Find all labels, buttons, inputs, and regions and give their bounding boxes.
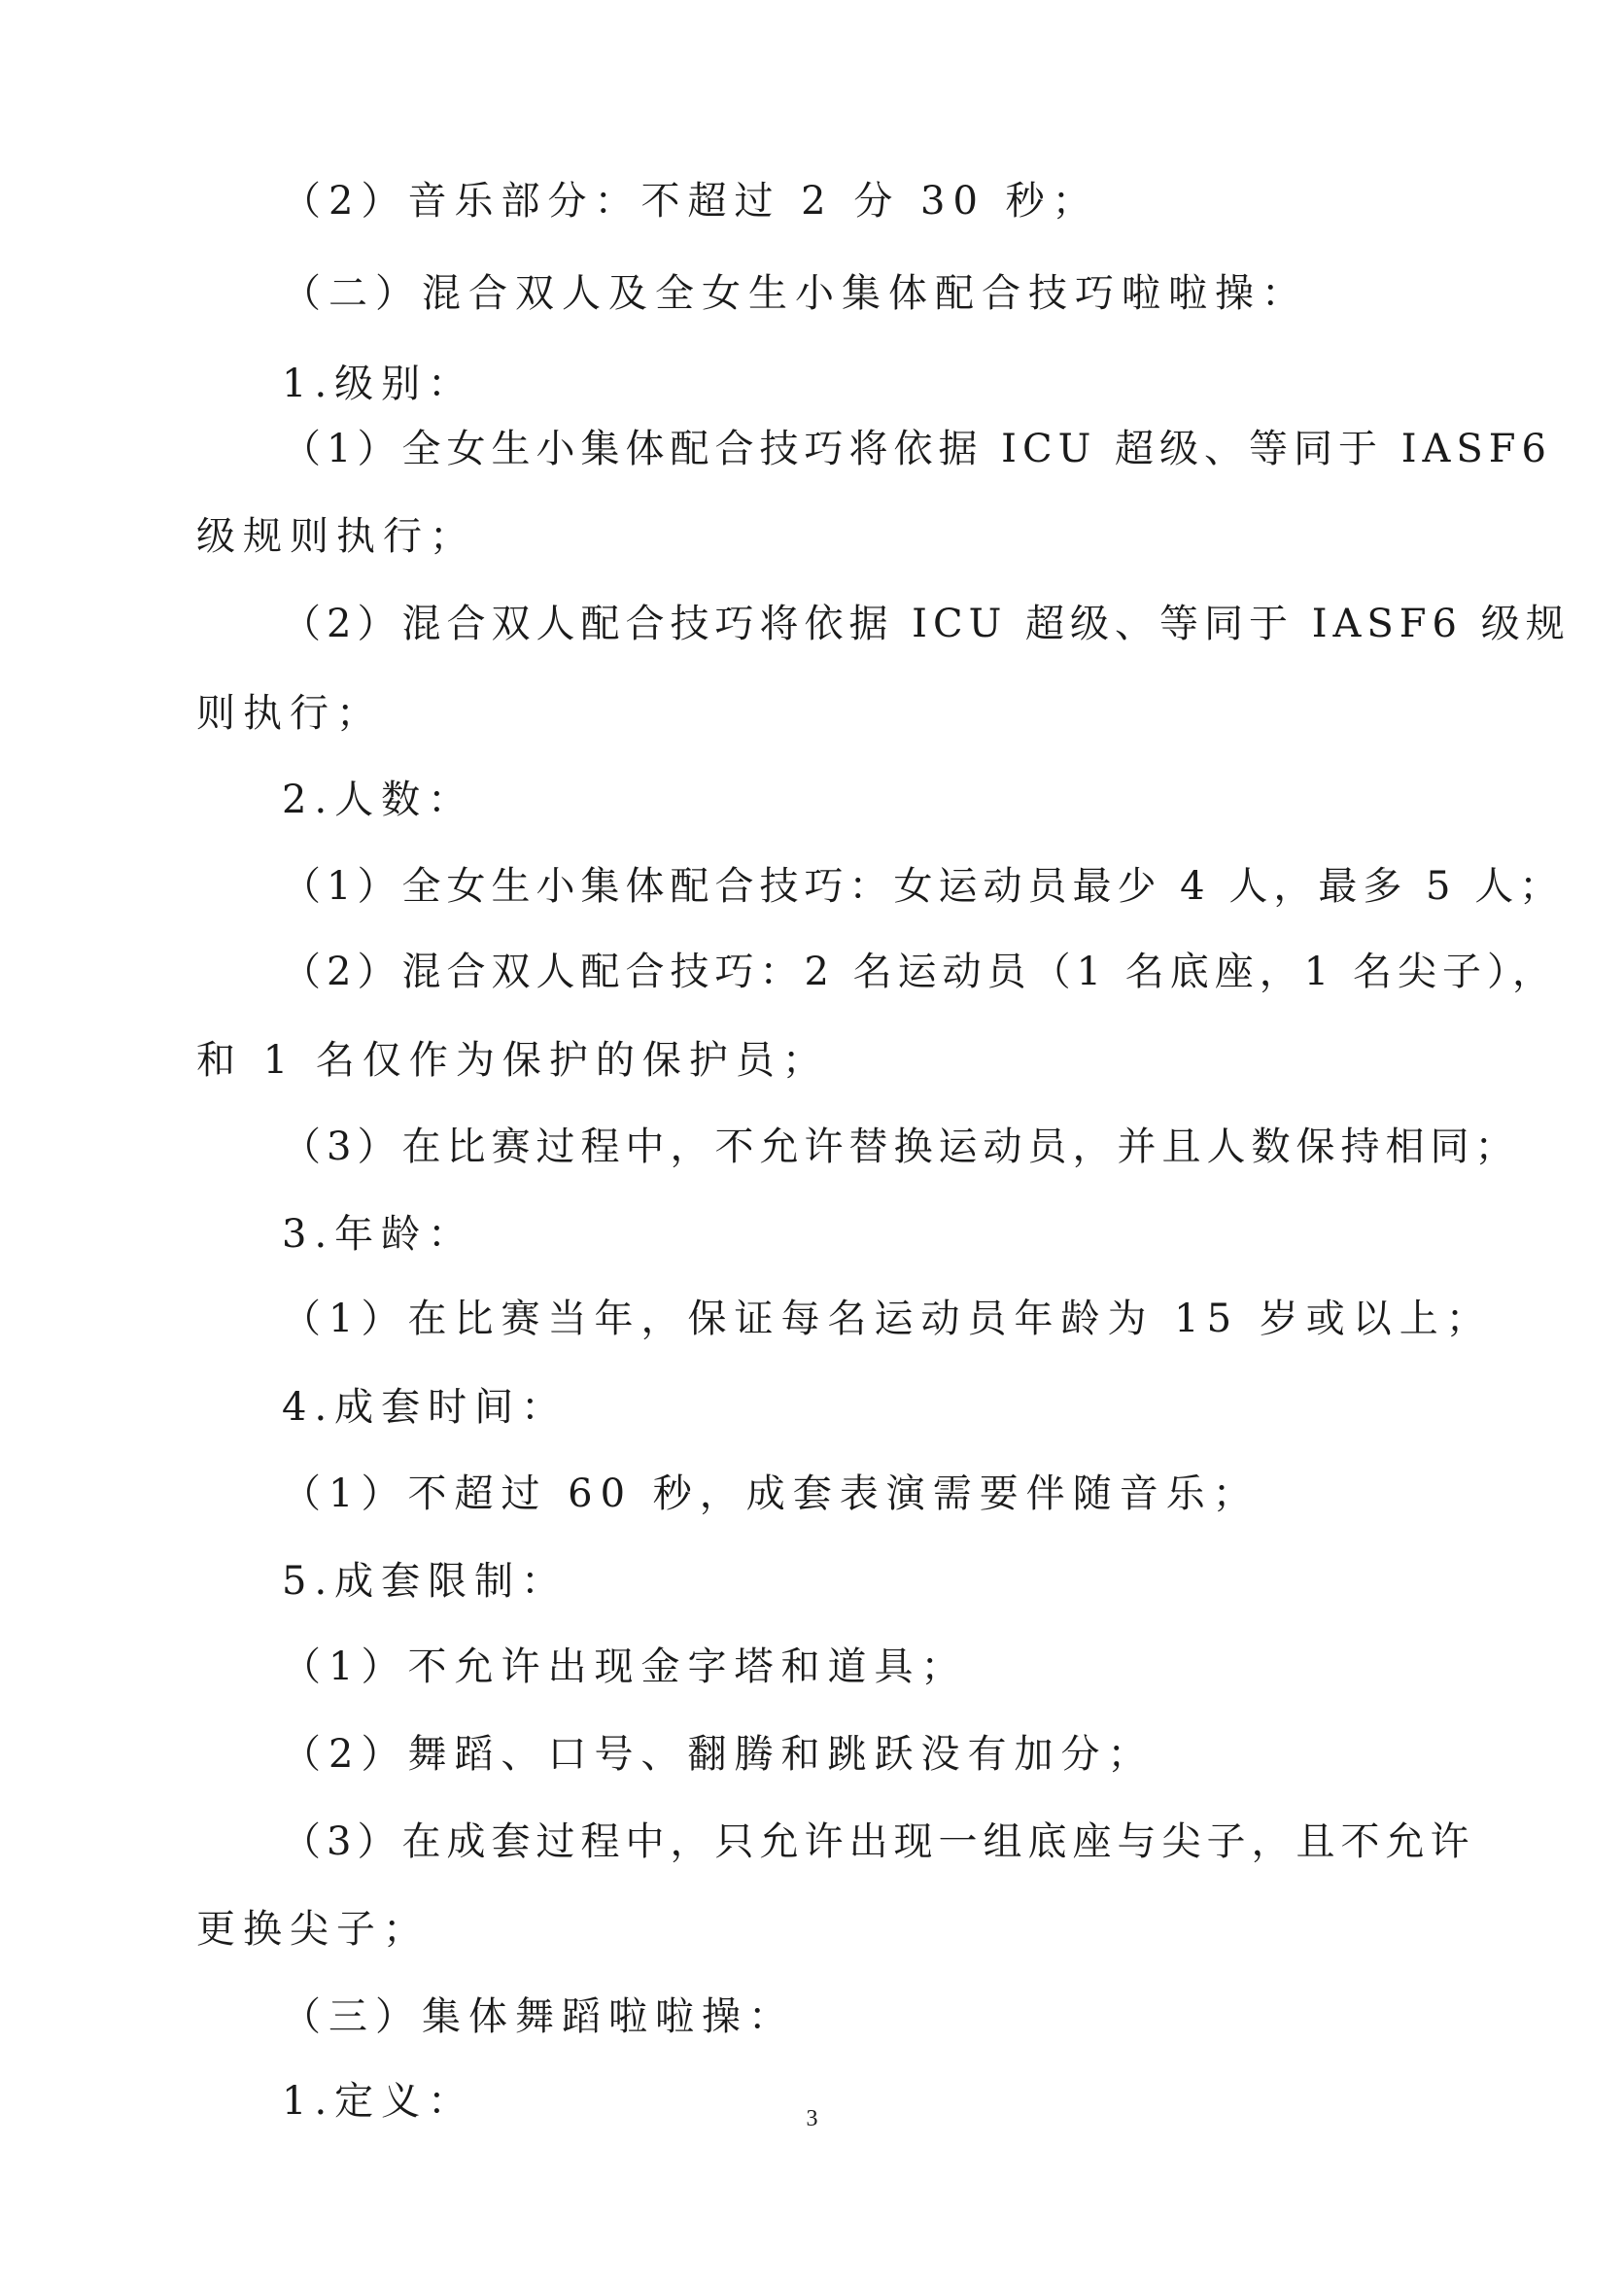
subheading: 4.成套时间：: [282, 1385, 569, 1430]
subheading: 5.成套限制：: [282, 1559, 569, 1604]
paragraph-line: （1）不允许出现金字塔和道具；: [282, 1645, 968, 1689]
paragraph-line: 更换尖子；: [196, 1907, 430, 1952]
section-heading: （二）混合双人及全女生小集体配合技巧啦啦操：: [282, 271, 1308, 316]
paragraph-line: （1）不超过 60 秒，成套表演需要伴随音乐；: [282, 1471, 1260, 1516]
paragraph-line: （1）在比赛当年，保证每名运动员年龄为 15 岁或以上；: [282, 1297, 1493, 1341]
subheading: 3.年龄：: [282, 1212, 475, 1257]
paragraph-line: 级规则执行；: [196, 514, 476, 559]
subheading: 2.人数：: [282, 778, 475, 822]
paragraph-line: （1）全女生小集体配合技巧将依据 ICU 超级、等同于 IASF6: [282, 427, 1553, 471]
paragraph-line: （3）在成套过程中，只允许出现一组底座与尖子，且不允许: [282, 1819, 1475, 1864]
paragraph-line: （2）混合双人配合技巧将依据 ICU 超级、等同于 IASF6 级规: [282, 602, 1571, 646]
subheading: 1.定义：: [282, 2079, 475, 2124]
paragraph-line: （2）音乐部分：不超过 2 分 30 秒；: [282, 179, 1099, 224]
section-heading: （三）集体舞蹈啦啦操：: [282, 1994, 795, 2039]
paragraph-line: （3）在比赛过程中，不允许替换运动员，并且人数保持相同；: [282, 1125, 1520, 1169]
paragraph-line: （2）舞蹈、口号、翻腾和跳跃没有加分；: [282, 1732, 1155, 1777]
paragraph-line: 则执行；: [196, 691, 383, 736]
paragraph-line: （1）全女生小集体配合技巧：女运动员最少 4 人，最多 5 人；: [282, 864, 1565, 909]
page-number: 3: [806, 2106, 818, 2131]
paragraph-line: （2）混合双人配合技巧：2 名运动员（1 名底座，1 名尖子），: [282, 950, 1557, 994]
paragraph-line: 和 1 名仅作为保护的保护员；: [196, 1038, 829, 1083]
subheading: 1.级别：: [282, 362, 475, 406]
